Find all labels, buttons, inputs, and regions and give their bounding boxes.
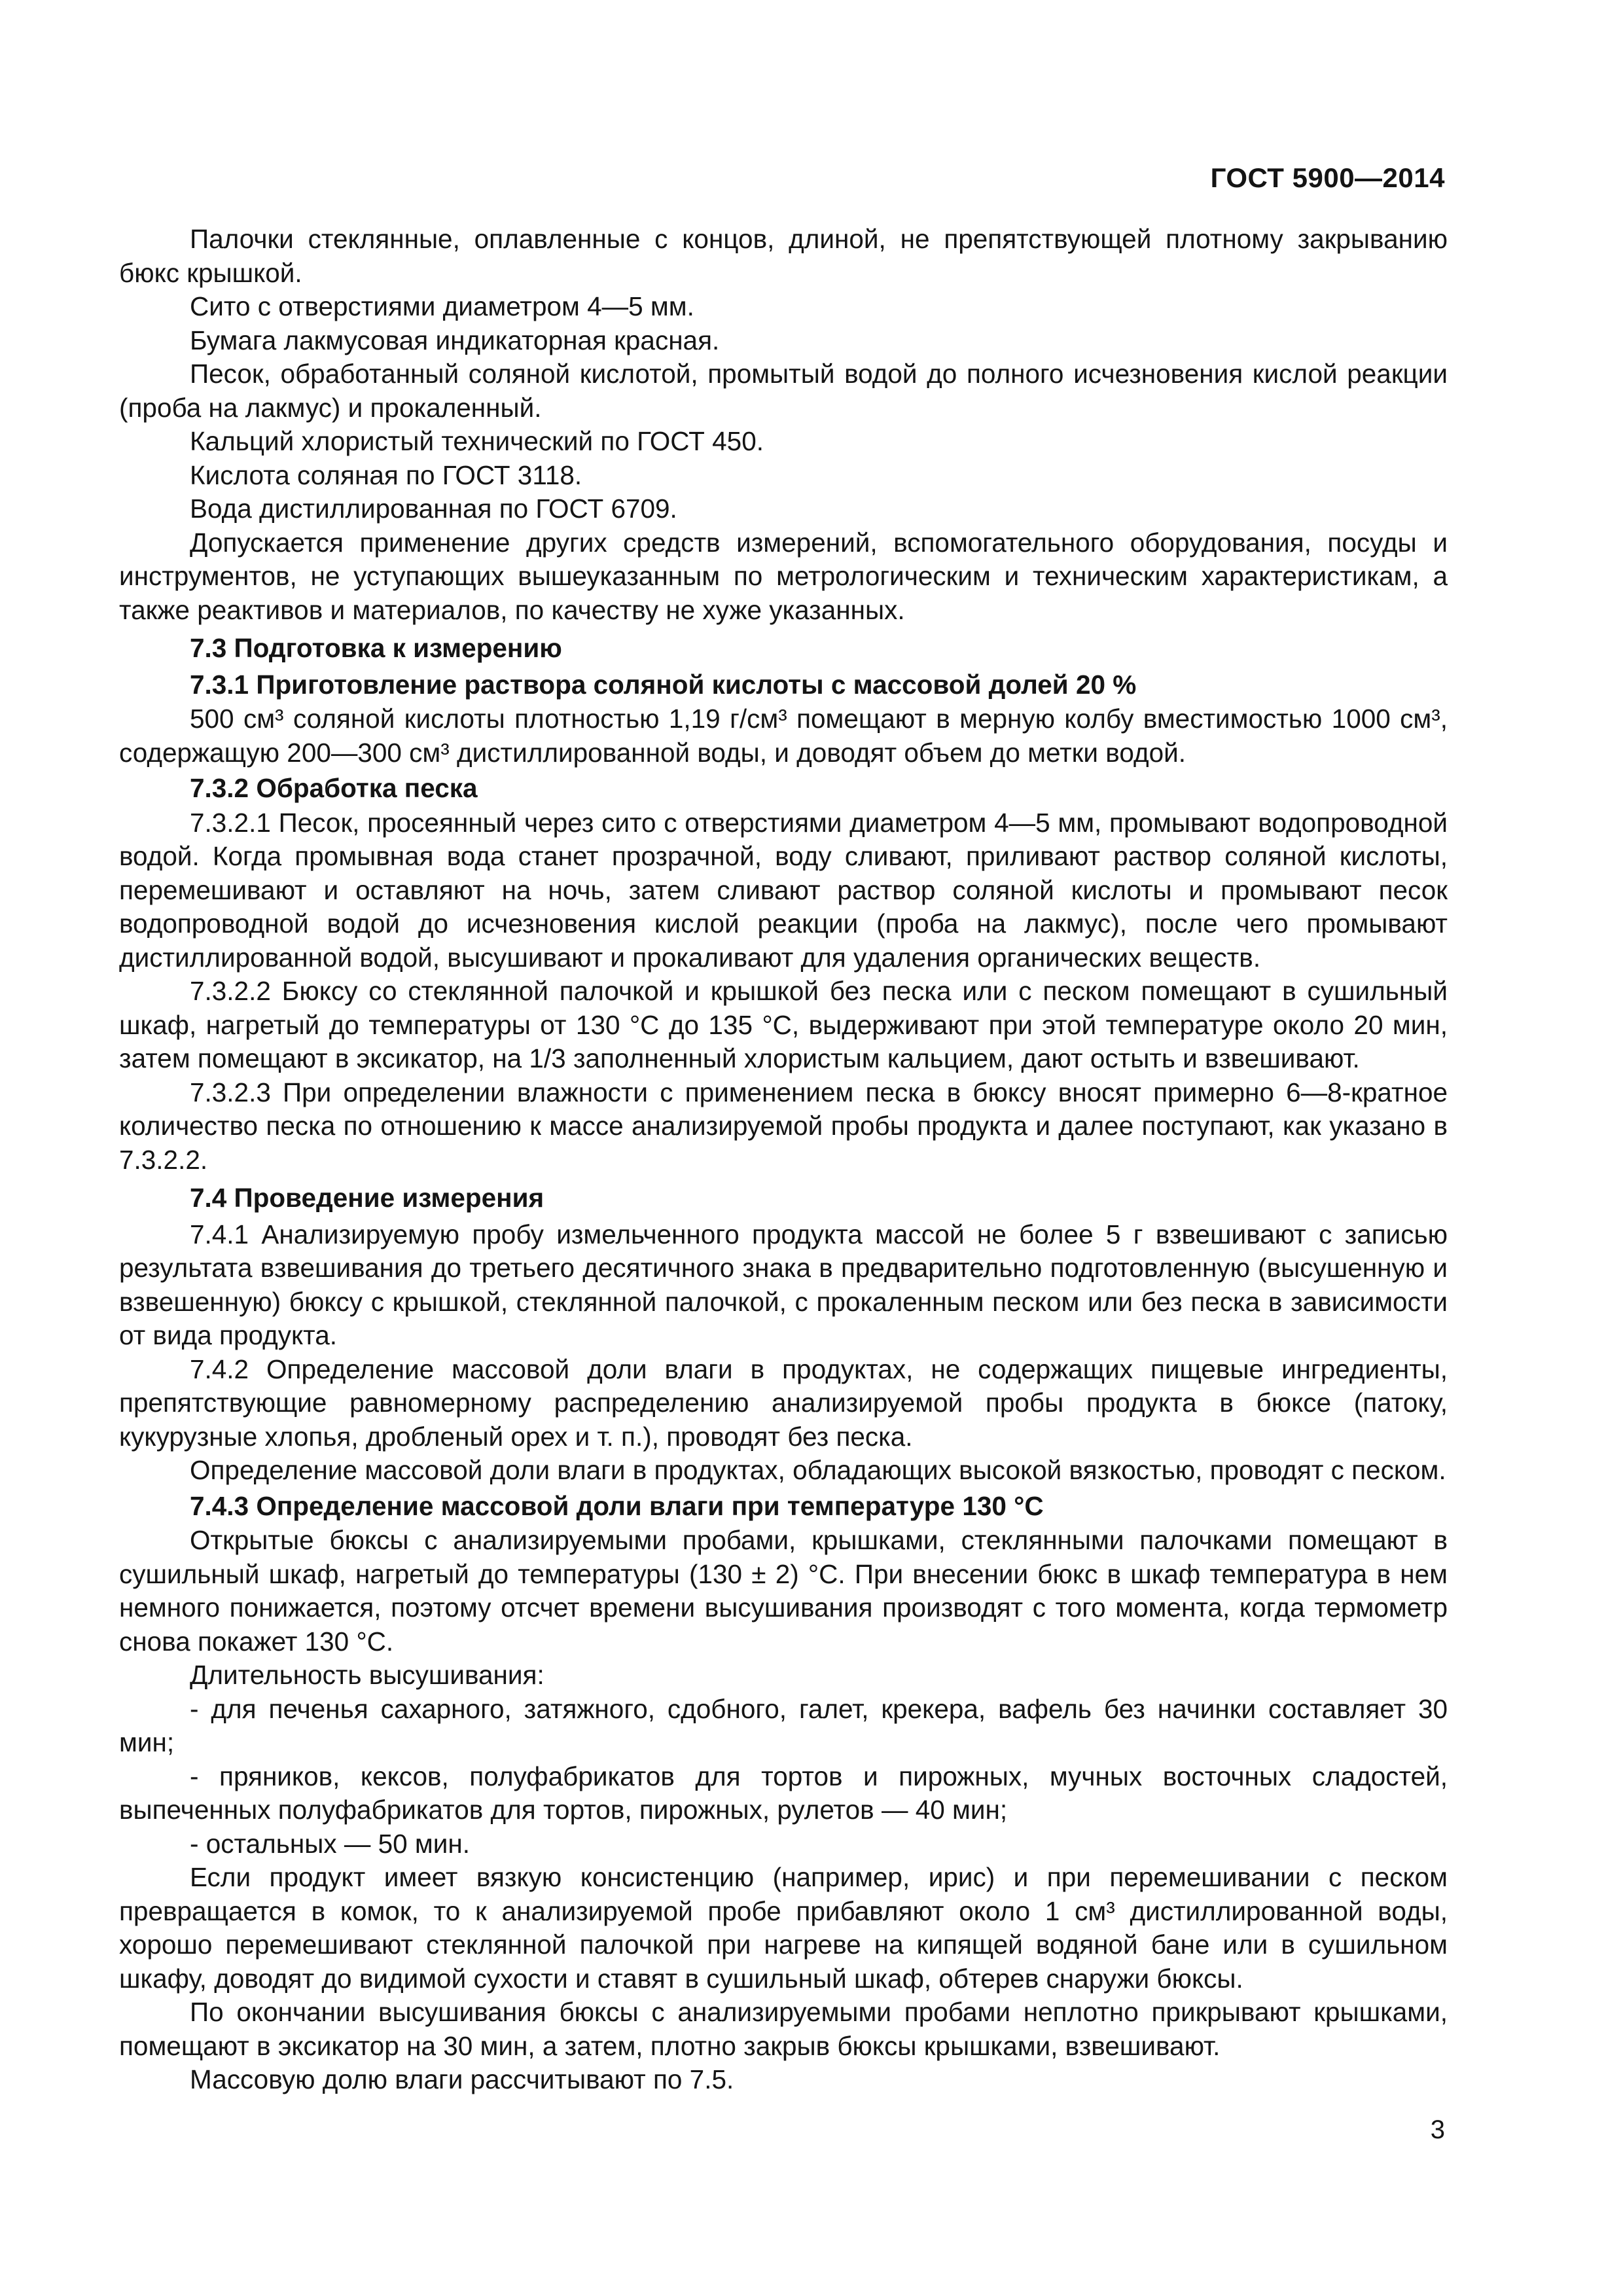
paragraph: 7.4.1 Анализируемую пробу измельченного продукта массой не более 5 г взвешивают с записью результата взвешивания до третьего десятичного знака в предварительно подготовленную (высушенную и взвешенную) бюксу с крышкой, стеклянной палочкой, с прокаленным песком или без песка в зависимости от вида продукта. [119,1219,1448,1350]
paragraph: Сито с отверстиями диаметром 4—5 мм. [190,291,694,321]
paragraph: 7.3.2.2 Бюксу со стеклянной палочкой и крышкой без песка или с песком помещают в сушильный шкаф, нагретый до температуры от 130 °C до 135 °C, выдерживают при этой температуре около 20 мин, затем помещают в эксикатор, на 1/3 заполненный хлористым кальцием, дают остыть и взвешивают. [119,976,1448,1073]
paragraph: 7.3.2.1 Песок, просеянный через сито с отверстиями диаметром 4—5 мм, промывают водопроводной водой. Когда промывная вода станет прозрачной, воду сливают, приливают раствор соляной кислоты, перемешивают и оставляют на ночь, затем сливают раствор соляной кислоты и промывают песок водопроводной водой до исчезновения кислой реакции (проба на лакмус), после чего промывают дистиллированной водой, высушивают и прокаливают для удаления органических веществ. [119,807,1448,973]
section-heading-7-4: 7.4 Проведение измерения [190,1183,544,1213]
paragraph: Если продукт имеет вязкую консистенцию (например, ирис) и при перемешивании с песком превращается в комок, то к анализируемой пробе прибавляют около 1 см³ дистиллированной воды, хорошо перемешивают стеклянной палочкой при нагреве на кипящей водяной бане или в сушильном шкафу, доводят до видимой сухости и ставят в сушильный шкаф, обтерев снаружи бюксы. [119,1862,1448,1994]
paragraph: 500 см³ соляной кислоты плотностью 1,19 г/см³ помещают в мерную колбу вместимостью 1000 см³, содержащую 200—300 см³ дистиллированной воды, и доводят объем до метки водой. [119,704,1448,768]
paragraph: Длительность высушивания: [190,1660,544,1690]
paragraph: По окончании высушивания бюксы с анализируемыми пробами неплотно прикрывают крышками, помещают в эксикатор на 30 мин, а затем, плотно закрыв бюксы крышками, взвешивают. [119,1997,1448,2061]
paragraph: Массовую долю влаги рассчитывают по 7.5. [190,2064,734,2094]
paragraph: Бумага лакмусовая индикаторная красная. [190,325,720,355]
paragraph: Кальций хлористый технический по ГОСТ 450. [190,426,764,456]
paragraph: Открытые бюксы с анализируемыми пробами, крышками, стеклянными палочками помещают в сушильный шкаф, нагретый до температуры (130 ± 2) °C. При внесении бюкс в шкаф температура в нем немного понижается, поэтому отсчет времени высушивания производят с того момента, когда термометр снова покажет 130 °C. [119,1525,1448,1657]
subsection-heading-7-3-2: 7.3.2 Обработка песка [190,773,478,803]
paragraph: Вода дистиллированная по ГОСТ 6709. [190,493,677,524]
paragraph: Допускается применение других средств измерений, вспомогательного оборудования, посуды и инструментов, не уступающих вышеуказанным по метрологическим и техническим характеристикам, а также реактивов и материалов, по качеству не хуже указанных. [119,527,1448,625]
subsection-heading-7-3-1: 7.3.1 Приготовление раствора соляной кислоты с массовой долей 20 % [190,669,1137,700]
paragraph: Определение массовой доли влаги в продуктах, обладающих высокой вязкостью, проводят с песком. [190,1455,1446,1485]
list-item: - для печенья сахарного, затяжного, сдобного, галет, крекера, вафель без начинки составляет 30 мин; [119,1693,1448,1757]
paragraph: 7.3.2.3 При определении влажности с применением песка в бюксу вносят примерно 6—8-кратное количество песка по отношению к массе анализируемой пробы продукта и далее поступают, как указано в 7.3.2.2. [119,1077,1448,1175]
paragraph: Песок, обработанный соляной кислотой, промытый водой до полного исчезновения кислой реакции (проба на лакмус) и прокаленный. [119,359,1448,423]
list-item: - остальных — 50 мин. [190,1828,470,1859]
document-body [119,223,1448,2097]
subsection-heading-7-4-3: 7.4.3 Определение массовой доли влаги при температуре 130 °C [190,1490,1044,1521]
section-heading-7-3: 7.3 Подготовка к измерению [190,633,562,663]
paragraph: Кислота соляная по ГОСТ 3118. [190,459,582,490]
document-header: ГОСТ 5900—2014 [1210,162,1445,193]
paragraph: Палочки стеклянные, оплавленные с концов, длиной, не препятствующей плотному закрыванию бюкс крышкой. [119,224,1448,288]
list-item: - пряников, кексов, полуфабрикатов для тортов и пирожных, мучных восточных сладостей, выпеченных полуфабрикатов для тортов, пирожных, рулетов — 40 мин; [119,1761,1448,1825]
paragraph: 7.4.2 Определение массовой доли влаги в продуктах, не содержащих пищевые ингредиенты, препятствующие равномерному распределению анализируемой пробы продукта в бюксе (патоку, кукурузные хлопья, дробленый орех и т. п.), проводят без песка. [119,1354,1448,1452]
page-number: 3 [1430,2115,1445,2144]
